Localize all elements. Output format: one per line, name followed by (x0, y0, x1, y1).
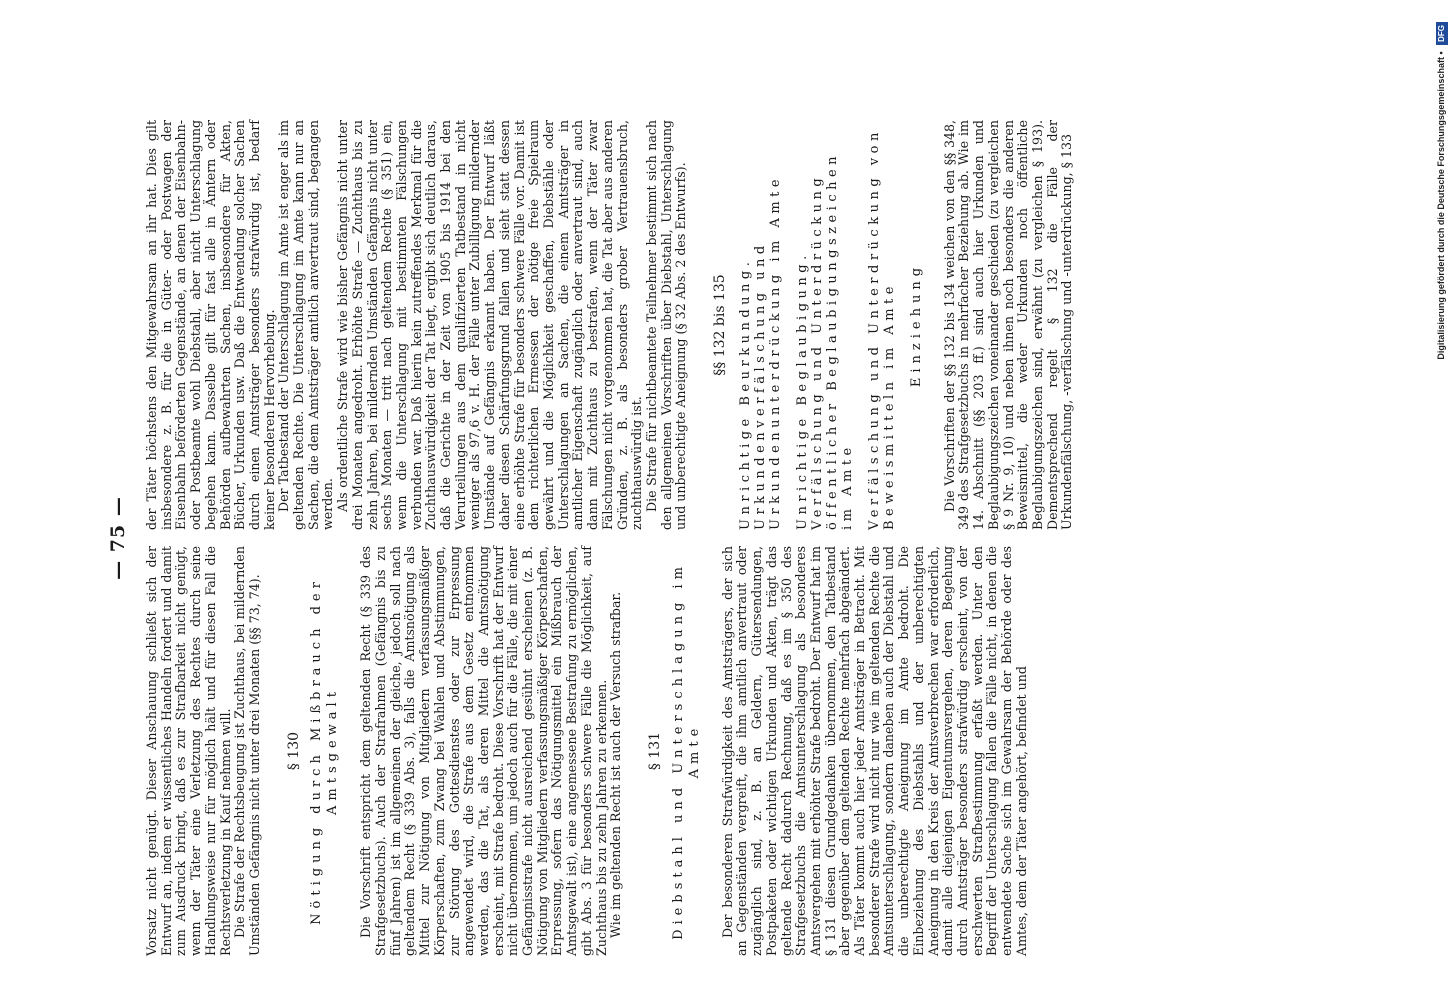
dfg-logo: DFG (1436, 22, 1448, 45)
section-subtitle: Verfälschung und Unterdrückung von Beweismitteln im Amte (866, 128, 897, 530)
credit-line (1434, 22, 1448, 1004)
section-subtitle: Unrichtige Beurkundung. Urkundenverfälschung und Urkundenunterdrückung im Amte (737, 174, 783, 530)
paragraph: Wie im geltenden Recht ist auch der Versuch strafbar. (608, 591, 624, 938)
right-column (145, 120, 1305, 530)
section-130-title: Nötigung durch Mißbrauch der Amtsgewalt (309, 577, 341, 925)
paragraph: Die Strafe für nichtbeamtete Teilnehmer bestimmt sich nach den allgemeinen Vorschriften über Diebstahl, Unterschlagung und unberechtigte Aneignung (§ 32 Abs. 2 des Entwurfs). (643, 120, 689, 530)
paragraph: Die Strafe der Rechtsbeugung ist Zuchthaus, bei mildernden Umständen Gefängnis nicht unter drei Monaten (§§ 73, 74). (232, 546, 262, 956)
paragraph: Die Vorschriften der §§ 132 bis 134 weichen von den §§ 348, 349 des Strafgesetzbuchs in mehrfacher Beziehung ab. Wie im 14. Abschnitt (§§ 203 ff.) sind auch hier Urkunden und Beglaubigungszeichen voneinander geschieden (zu vergleichen § 9 Nr. 9, 10) und neben ihnen noch besonders die anderen Beweismittel, die weder Urkunden noch öffentliche Beglaubigungszeichen sind, erwähnt (zu vergleichen § 193). Dementsprechend regelt § 132 die Fälle der Urkundenfälschung, -verfälschung und -unterdrückung, § 133 (941, 120, 1075, 530)
paragraph: Die Vorschrift entspricht dem geltenden Recht (§ 339 des Strafgesetzbuchs). Auch der Strafrahmen (Gefängnis bis zu fünf Jahren) ist im allgemeinen der gleiche, jedoch soll nach geltendem Recht (§ 339 Abs. 3), falls die Amtsnötigung als Mittel zur Nötigung von Mitgliedern verfassungsmäßiger Körperschaften, zum Zwang bei Wahlen und Abstimmungen, zur Störung des Gottesdienstes oder zur Erpressung angewendet wird, die Strafe aus dem Gesetz entnommen werden, das die Tat, als deren Mittel die Amtsnötigung erscheint, mit Strafe bedroht. Diese Vorschrift hat der Entwurf nicht übernommen, um jedoch auch für die Fälle, die mit einer Gefängnisstrafe nicht ausreichend gesühnt erscheinen (z. B. Nötigung von Mitgliedern verfassungsmäßiger Körperschaften, Erpressung, sofern das Nötigungsmittel ein Mißbrauch der Amtsgewalt ist), eine angemessene Bestrafung zu ermöglichen, gibt Abs. 3 für besonders schwere Fälle die Möglichkeit, auf Zuchthaus bis zu zehn Jahren zu erkennen. (358, 546, 609, 956)
page-number: — 75 — (107, 496, 129, 580)
section-subtitle: Einziehung (908, 262, 924, 388)
paragraph: Der besonderen Strafwürdigkeit des Amtsträgers, der sich an Gegenständen vergreift, die ihm amtlich anvertraut oder zugänglich sind, z. B. an Geldern, Gütersendungen, Postpaketen oder wichtigen Urkunden und Akten, trägt das geltende Recht dadurch Rechnung, daß es im § 350 des Strafgesetzbuchs die Amtsunterschlagung als besonderes Amtsvergehen mit erhöhter Strafe bedroht. Der Entwurf hat im § 131 diesen Grundgedanken übernommen, den Tatbestand aber gegenüber dem geltenden Rechte mehrfach abgeändert. Als Täter kommt auch hier jeder Amtsträger in Betracht. Mit besonderer Strafe wird nicht nur wie im geltenden Rechte die Amtsunterschlagung, sondern daneben auch der Diebstahl und die unberechtigte Aneignung im Amte bedroht. Die Einbeziehung des Diebstahls und der unberechtigten Aneignung in den Kreis der Amtsverbrechen war erforderlich, damit alle diejenigen Eigentumsvergehen, deren Begehung durch Amtsträger besonders strafwürdig erscheint, von der erschwerten Strafbestimmung erfaßt werden. Unter den Begriff der Unterschlagung fallen die Fälle nicht, in denen die entwendete Sache sich im Gewahrsam der Behörde oder des Amtes, dem der Täter angehört, befindet und (719, 546, 1029, 956)
paragraph: der Täter höchstens den Mitgewahrsam an ihr hat. Dies gilt insbesondere z. B. für die in Güter- oder Postwagen der Eisenbahn beförderten Gegenstände, an denen der Eisenbahn- oder Postbeamte wohl Diebstahl, aber nicht Unterschlagung begehen kann. Dasselbe gilt für fast alle in Ämtern oder Behörden aufbewahrten Sachen, insbesondere für Akten, Bücher, Urkunden usw. Daß die Entwendung solcher Sachen durch einen Amtsträger besonders strafwürdig ist, bedarf keiner besonderen Hervorhebung. (144, 120, 277, 530)
paragraph: Der Tatbestand der Unterschlagung im Amte ist enger als im geltenden Rechte. Die Unterschlagung im Amte kann nur an Sachen, die dem Amtsträger amtlich anvertraut sind, begangen werden. (276, 120, 336, 530)
section-132-135-number: §§ 132 bis 135 (712, 274, 729, 376)
section-131-number: § 131 (646, 731, 663, 771)
paragraph: Vorsatz nicht genügt. Dieser Anschauung schließt sich der Entwurf an, indem er wissentliches Handeln fordert und damit zum Ausdruck bringt, daß es zur Strafbarkeit nicht genügt, wenn der Täter eine Verletzung des Rechtes durch seine Handlungsweise nur für möglich hält und für diesen Fall die Rechtsverletzung in Kauf nehmen will. (144, 546, 233, 956)
credit-text: Digitalisierung gefördert durch die Deutsche Forschungsgemeinschaft • (1436, 51, 1446, 360)
scanned-page (103, 98, 1313, 978)
section-130-number: § 130 (285, 731, 302, 771)
section-subtitle: Unrichtige Beglaubigung. Verfälschung und Unterdrückung öffentlicher Beglaubigungszeichen im Amte (794, 151, 855, 530)
left-column (145, 546, 1305, 956)
paragraph: Als ordentliche Strafe wird wie bisher Gefängnis nicht unter drei Monaten angedroht. Erhöhte Strafe — Zuchthaus bis zu zehn Jahren, bei mildernden Umständen Gefängnis nicht unter sechs Monaten — tritt nach geltendem Rechte (§ 351) ein, wenn die Unterschlagung mit bestimmten Fälschungen verbunden war. Daß hierin kein zutreffendes Merkmal für die Zuchthauswürdigkeit der Tat liegt, ergibt sich deutlich daraus, daß die Gerichte in der Zeit von 1905 bis 1914 bei den Verurteilungen aus dem qualifizierten Tatbestand in nicht weniger als 97,6 v. H. der Fälle unter Zubilligung mildernder Umstände auf Gefängnis erkannt haben. Der Entwurf läßt daher diesen Schärfungsgrund fallen und sieht statt dessen eine erhöhte Strafe für besonders schwere Fälle vor. Damit ist dem richterlichen Ermessen der nötige freie Spielraum gewährt und die Möglichkeit geschaffen, Diebstähle oder Unterschlagungen an Sachen, die einem Amtsträger in amtlicher Eigenschaft zugänglich oder anvertraut sind, auch dann mit Zuchthaus zu bestrafen, wenn der Täter zwar Fälschungen nicht vorgenommen hat, die Tat aber aus anderen Gründen, z. B. als besonders grober Vertrauensbruch, zuchthauswürdig ist. (335, 120, 645, 530)
section-131-title: Diebstahl und Unterschlagung im Amte (670, 562, 702, 940)
digitization-credit (1418, 8, 1446, 1000)
